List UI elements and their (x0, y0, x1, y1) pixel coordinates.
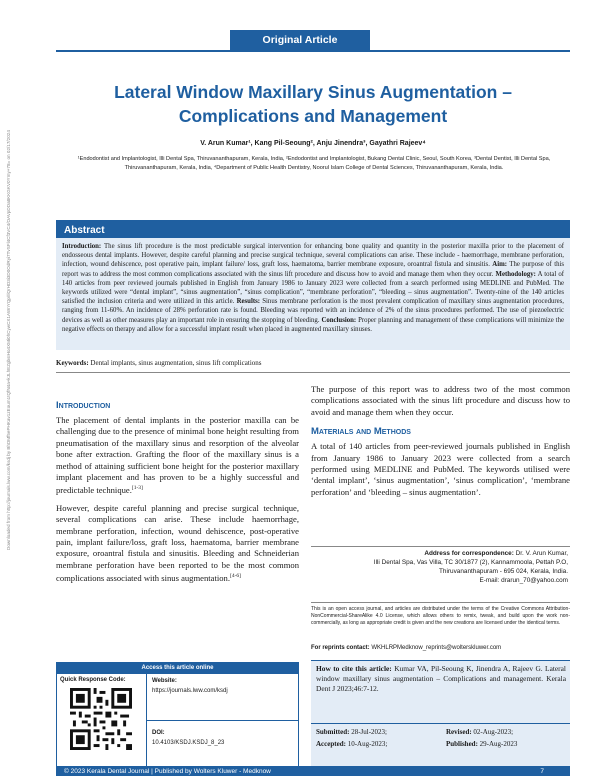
correspondence-label: Address for correspondence: (424, 550, 514, 557)
abstract-intro: The sinus lift procedure is the most predictable surgical intervention for enhancing bone quality and quantity in the posterior maxilla prior to the placement of endosseous dental implants. However, despite careful planning and precise surgical technique, several complications can arise. These include - haemorrhage, membrane perforation, infection, wound dehiscence, post operative pain, implant failure/ loss, graft loss, haematoma, barrier membrane exposure, oroantral fistula and sinusitis. (62, 243, 565, 269)
page-number: 7 (540, 768, 544, 775)
reprints-email[interactable]: WKHLRPMedknow_reprints@wolterskluwer.com (371, 645, 502, 651)
doi-label: DOI: (152, 730, 165, 736)
methods-paragraph: A total of 140 articles from peer-reviewed journals published in English from January 1986 to January 2023 were collected from a search performed using MEDLINE and PubMed. The keywords utilised were ‘dental implant’, ‘sinus augmentation’, ‘sinus complication’, ‘membrane perforation’ and ‘bleeding – sinus augmentation’. (311, 441, 570, 497)
published-label: Published: (446, 740, 478, 748)
keywords-line (56, 359, 570, 367)
abstract-methodology: A total of 140 articles from peer reviewed journals published in English from January 1986 to January 2023 were collected from a search performed using MEDLINE and PubMed. The keywords utilized were “dental implant”, “sinus augmentation”, “sinus complication”, “membrane perforation”, “bleeding – sinus augmentation”. Twenty-nine of the 140 articles satisfied the inclusion criteria and were utilized in this article. (62, 270, 565, 306)
author-list: V. Arun Kumar¹, Kang Pil-Seoung², Anju Jinendra³, Gayathri Rajeev⁴ (200, 140, 426, 147)
qr-code-icon[interactable] (70, 688, 132, 750)
keywords-text: Dental implants, sinus augmentation, sinus lift complications (90, 359, 262, 367)
article-type-banner: Original Article (230, 30, 370, 50)
revised-value: 02-Aug-2023; (473, 728, 514, 736)
published-value: 29-Aug-2023 (479, 740, 518, 748)
abstract-header (56, 220, 570, 238)
website-link[interactable]: https://journals.lww.com/ksdj (152, 688, 228, 694)
correspondence-rule (311, 546, 570, 547)
revised-label: Revised: (446, 728, 472, 736)
cite-block (316, 664, 566, 693)
abstract-conclusion: Proper planning and management of these complications will minimize the negative effects on therapy and allow for a successful implant result when placed in augmented maxillary sinuses. (62, 316, 564, 333)
abstract-conclusion-label: Conclusion: (321, 316, 357, 324)
intro-p2-ref[interactable]: [4-6] (230, 573, 241, 580)
qr-label: Quick Response Code: (60, 677, 126, 683)
correspondence-address-2: Thiruvananthapuram - 695 024, Kerala, India. (439, 568, 568, 575)
article-title: Lateral Window Maxillary Sinus Augmentation – Complications and Management (114, 82, 512, 126)
keywords-label: Keywords: (56, 359, 89, 367)
reprints-line (311, 645, 570, 651)
intro-p2-text: However, despite careful planning and precise surgical technique, several complications can arise. These include haemorrhage, membrane perforation, infection, wound dehiscence, post-operative pain, implant failure/loss, graft loss, haematoma, barrier membrane exposure, oroantral fistula and sinusitis. Bleeding and Schneiderian membrane perforation have been reported to be the most common complications associated with sinus augmentation. (56, 502, 299, 583)
intro-paragraph-2 (56, 503, 299, 585)
submitted-label: Submitted: (316, 728, 350, 736)
page-footer (56, 766, 570, 776)
published-date (446, 740, 517, 748)
dates-rule (311, 723, 570, 724)
abstract-heading: Abstract (64, 225, 105, 236)
correspondence-block (370, 549, 568, 585)
access-divider (146, 674, 147, 770)
introduction-heading: Introduction (56, 400, 111, 411)
access-heading: Access this article online (56, 662, 299, 674)
affiliations: ¹Endodontist and Implantologist, Illi Dental Spa, Thiruvananthapuram, Kerala, India, ²Endodontist and Implantologist, Bukang Dental Clinic, Seoul, South Korea, ³Dental Dentist, Illi Dental Spa, Thiruvananthapuram, Kerala, India, ⁴Department of Public Health Dentistry, Noorul Islam College of Dental Sciences, Thiruvananthapuram, Kerala, India. (77, 156, 551, 171)
license-text: This is an open access journal, and articles are distributed under the terms of the Creative Commons Attribution-NonCommercial-ShareAlike 4.0 License, which allows others to remix, tweak, and build upon the work non-commercially, as long as appropriate credit is given and the new creations are licensed under the identical terms. (311, 606, 570, 626)
abstract-methodology-label: Methodology: (495, 270, 536, 278)
website-label: Website: (152, 678, 177, 684)
intro-p1-ref[interactable]: [1-3] (131, 485, 143, 492)
correspondence-address-1: Illi Dental Spa, Vas Villa, TC 30/1877 (2), Kannammoola, Pettah P.O, (373, 559, 568, 566)
revised-date (446, 728, 513, 736)
banner-rule (56, 50, 570, 52)
cite-label: How to cite this article: (316, 664, 392, 673)
right-column (311, 384, 570, 504)
submitted-date (316, 728, 387, 736)
purpose-paragraph: The purpose of this report was to address two of the most common complications associated with the sinus lift procedure and discuss how to avoid and manage them when they occur. (311, 384, 570, 417)
abstract-aim: The purpose of this report was to address the most common complications associated with the sinus lift procedure and discuss how to avoid and manage them when they occur. (62, 261, 565, 278)
abstract-results: Sinus membrane perforation is the most prevalent complication of maxillary sinus augmentation procedures, ranging from 11-60%. An incidence of 28% perforation rate is found. Bleeding was reported with an incidence of 2% of the sinus procedures performed. The use of piezoelectric devices as well as other measures play an important role in ensuring the stopping of bleeding. (62, 298, 564, 324)
left-column (56, 400, 299, 590)
abstract-intro-label: Introduction: (62, 243, 102, 250)
intro-p1-text: The placement of dental implants in the posterior maxilla can be challenging due to the presence of minimal bone height resulting from pneumatisation of the maxillary sinus and resorption of the alveolar bone after extraction. Grafting the floor of the maxillary sinus is a method of attaining sufficient bone height for the posterior maxillary implant placement and has proven to be a highly successful and predictable technique. (56, 415, 299, 496)
footer-copyright: © 2023 Kerala Dental Journal | Published by Wolters Kluwer - Medknow (64, 768, 271, 775)
accepted-value: 10-Aug-2023; (347, 740, 388, 748)
abstract-body (62, 242, 564, 334)
methods-heading: Materials and Methods (311, 426, 411, 438)
intro-paragraph-1 (56, 415, 299, 497)
accepted-label: Accepted: (316, 740, 346, 748)
submitted-value: 28-Jul-2023; (351, 728, 387, 736)
accepted-date (316, 740, 387, 748)
reprints-label: For reprints contact: (311, 645, 370, 651)
correspondence-email[interactable]: E-mail: drarun_70@yahoo.com (479, 577, 568, 584)
download-stamp-text: Downloaded from http://journals.lww.com/ksdj by BhDMf5ePHKav1zEoum1tQfN4a+kJLhEZgbsIHo4XMi0hCywCX1AWnYQp/IlQrHD3i3D0OdRyi7TvSFl4Cf3VC4/OAVpDDa8KKGKV0Ymy+78= on 02/17/2024 (6, 130, 11, 550)
correspondence-name: Dr. V. Arun Kumar, (515, 550, 568, 557)
abstract-results-label: Results: (236, 298, 261, 306)
doi-link[interactable]: 10.4103/KSDJ.KSDJ_8_23 (152, 740, 225, 746)
access-row-rule (146, 720, 299, 721)
keywords-rule (56, 372, 570, 373)
abstract-aim-label: Aim: (492, 261, 508, 269)
cite-text: Kumar VA, Pil-Seoung K, Jinendra A, Rajeev G. Lateral window maxillary sinus augmentation – Complications and management. Kerala Dent J 2023;46:7-12. (316, 664, 566, 693)
download-stamp (2, 130, 20, 550)
license-rule (311, 602, 570, 603)
